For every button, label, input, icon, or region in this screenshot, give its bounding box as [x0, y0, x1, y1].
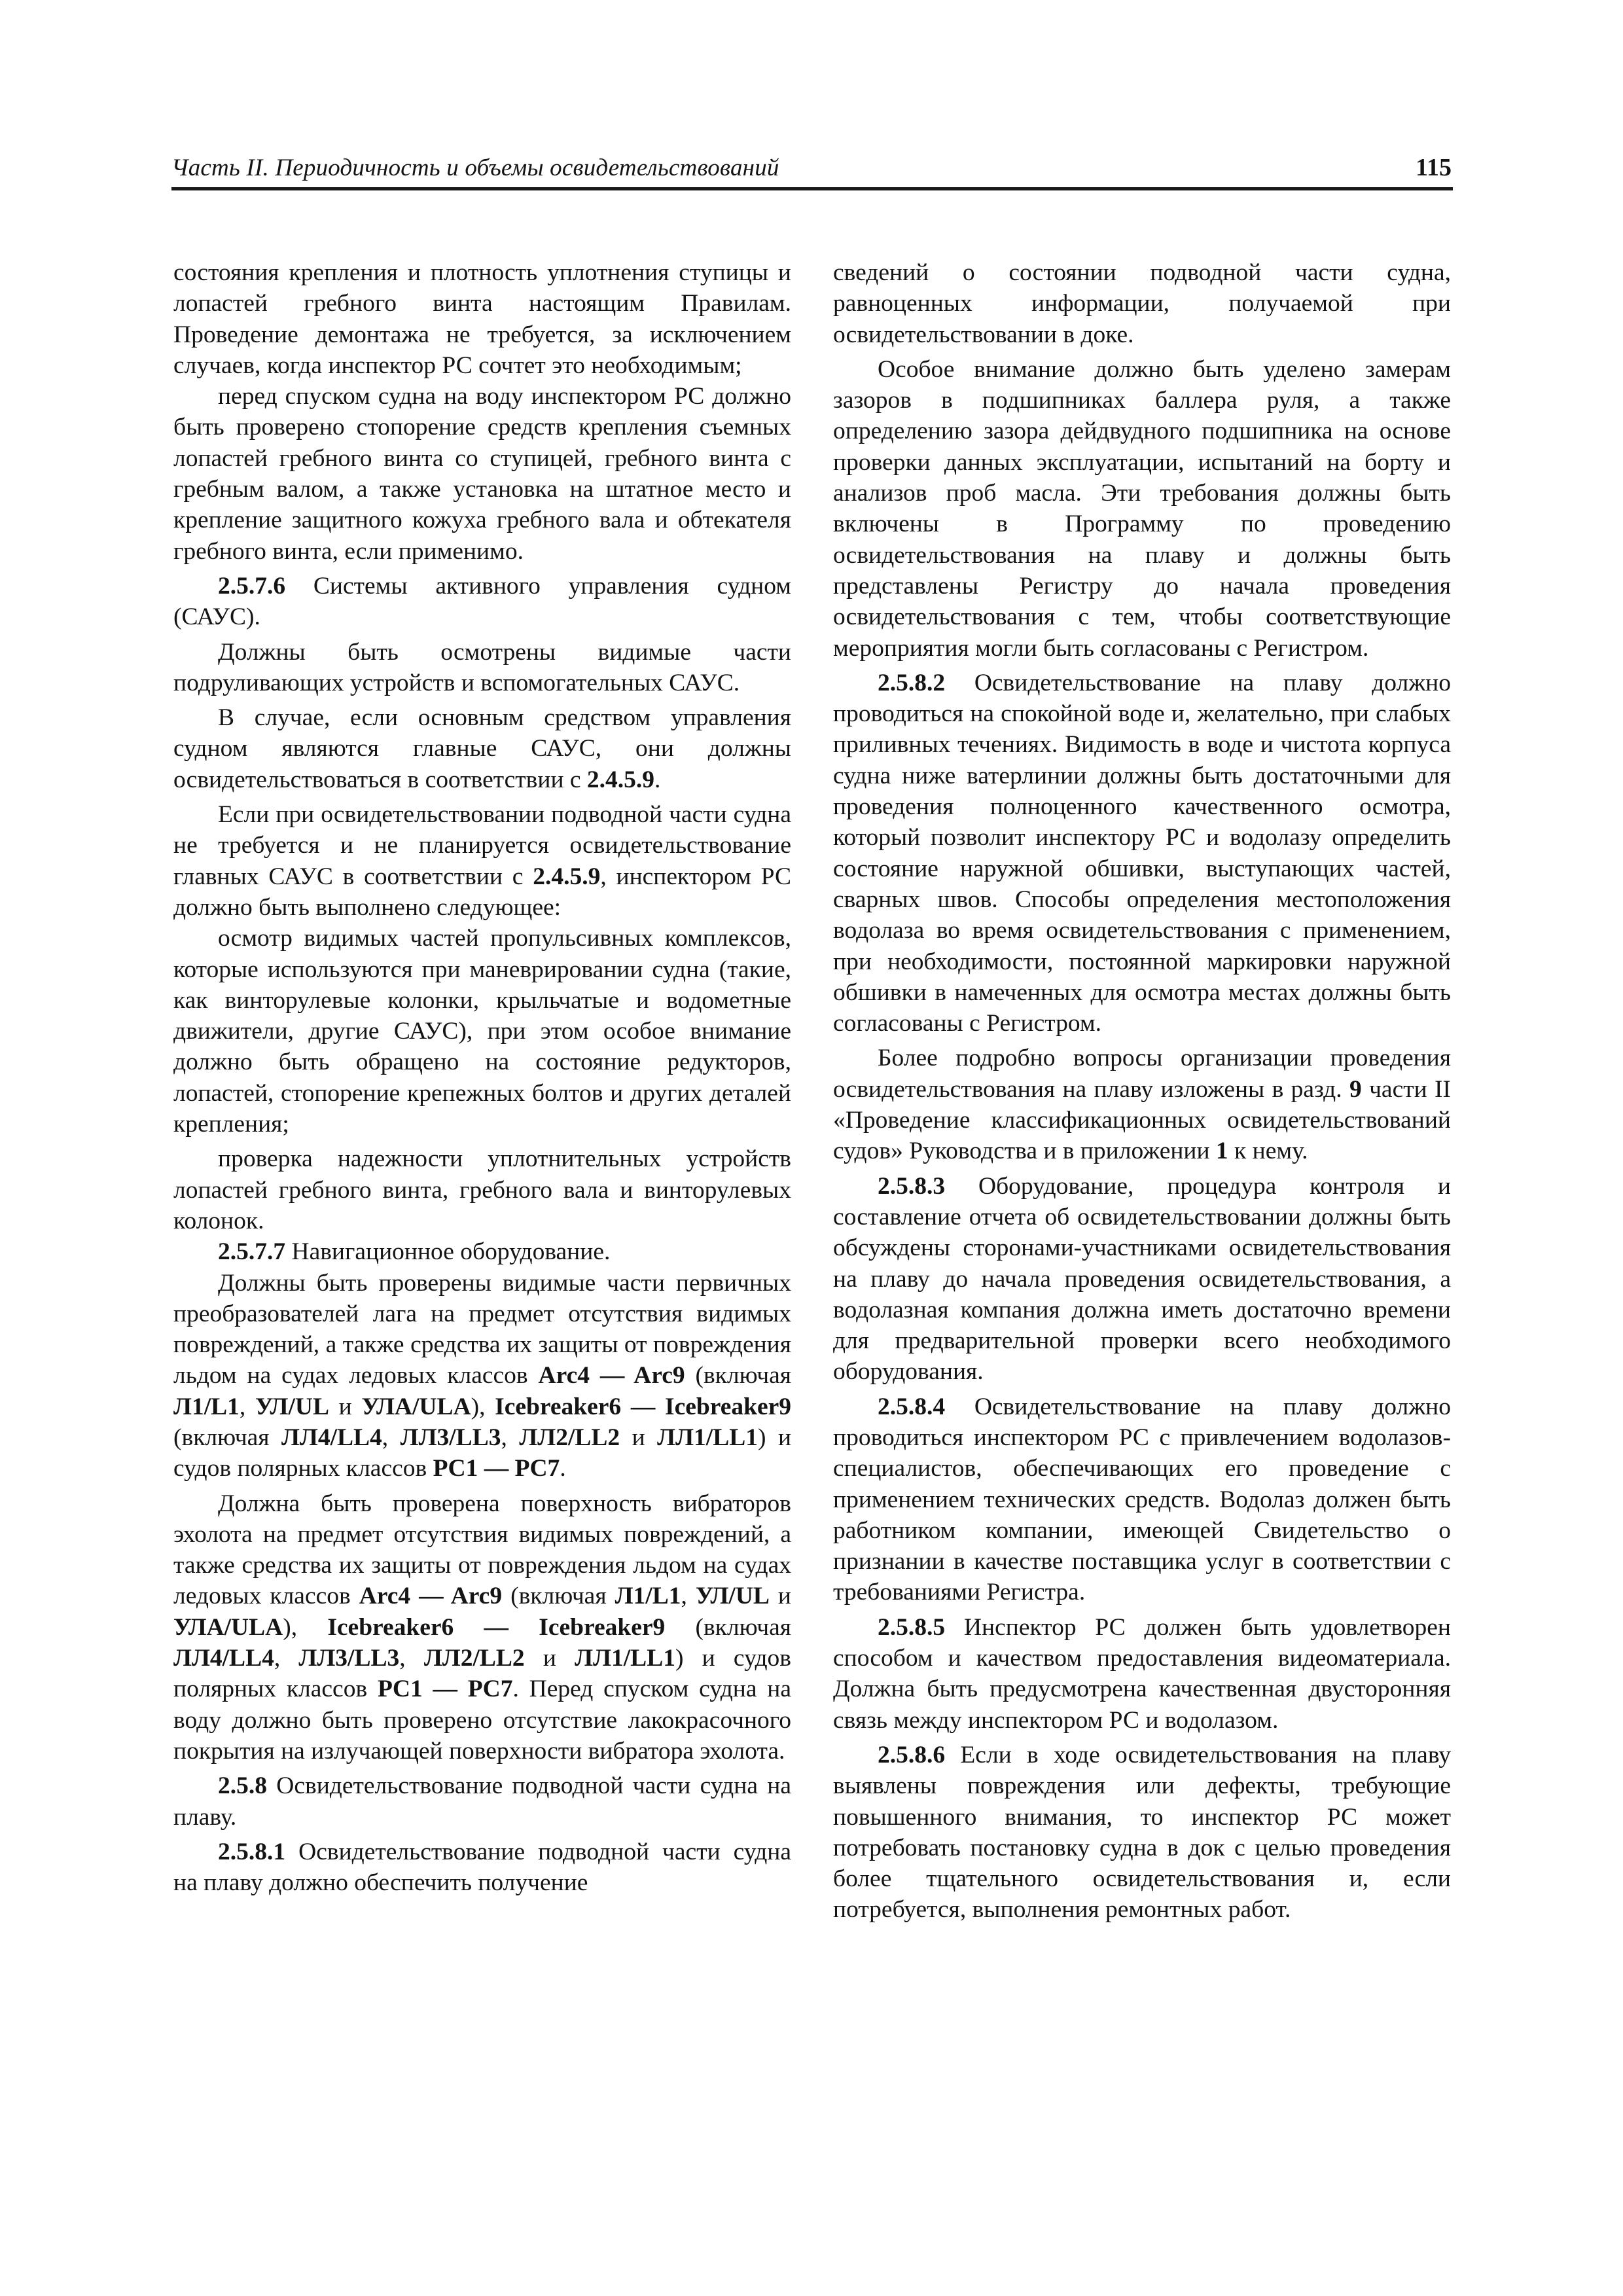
paragraph: осмотр видимых частей пропульсивных комплексов, которые используются при маневрировании судна (такие, как винторулевые колонки, крыльчатые и водометные движители, другие САУС), при этом особое внимание должно быть обращено на состояние редукторов, лопастей, стопорение крепежных болтов и других деталей крепления; [173, 925, 791, 1138]
section-number: 2.5.8.2 [878, 669, 946, 696]
cross-reference: 2.4.5.9 [586, 766, 655, 793]
header-title: Часть II. Периодичность и объемы освидетельствований [171, 154, 779, 181]
section-2-5-7-6: 2.5.7.6 Системы активного управления судном (САУС). [173, 572, 791, 631]
paragraph: Должна быть проверена поверхность вибраторов эхолота на предмет отсутствия видимых повреждений, а также средства их защиты от повреждения льдом на судах ледовых классов Arc4 — Arc9 (включая Л1/L1, УЛ/UL и УЛА/ULA), Icebreaker6 — Icebreaker9 (включая ЛЛ4/LL4, ЛЛ3/LL3, ЛЛ2/LL2 и ЛЛ1/LL1) и судов полярных классов PC1 — PC7. Перед спуском судна на воду должно быть проверено отсутствие лакокрасочного покрытия на излучающей поверхности вибратора эхолота. [173, 1490, 791, 1765]
right-column [833, 257, 1451, 1926]
section-number: 2.5.8.5 [878, 1613, 946, 1641]
cross-reference: 1 [1215, 1138, 1228, 1165]
section-2-5-8-4: 2.5.8.4 Освидетельствование на плаву должно проводиться инспектором РС с привлечением водолазов-специалистов, обеспечивающих его проведение с применением технических средств. Водолаз должен быть работником компании, имеющей Свидетельство о признании в качестве поставщика услуг в соответствии с требованиями Регистра. [833, 1393, 1451, 1606]
paragraph: Если при освидетельствовании подводной части судна не требуется и не планируется освидетельствование главных САУС в соответствии с 2.4.5.9, инспектором РС должно быть выполнено следующее: [173, 801, 791, 921]
paragraph: состояния крепления и плотность уплотнения ступицы и лопастей гребного винта настоящим Правилам. Проведение демонтажа не требуется, за исключением случаев, когда инспектор РС сочтет это необходимым; [173, 259, 791, 379]
section-2-5-8-1: 2.5.8.1 Освидетельствование подводной части судна на плаву должно обеспечить получение [173, 1838, 791, 1897]
section-number: 2.5.8.4 [878, 1393, 946, 1420]
paragraph: Особое внимание должно быть уделено замерам зазоров в подшипниках баллера руля, а также определению зазора дейдвудного подшипника на основе проверки данных эксплуатации, испытаний на борту и анализов проб масла. Эти требования должны быть включены в Программу по проведению освидетельствования на плаву и должны быть представлены Регистру до начала проведения освидетельствования с тем, чтобы соответствующие мероприятия могли быть согласованы с Регистром. [833, 355, 1451, 662]
section-2-5-8-2: 2.5.8.2 Освидетельствование на плаву должно проводиться на спокойной воде и, желательно, при слабых приливных течениях. Видимость в воде и чистота корпуса судна ниже ватерлинии должны быть достаточными для проведения полноценного качественного осмотра, который позволит инспектору РС и водолазу определить состояние наружной обшивки, выступающих частей, сварных швов. Способы определения местоположения водолаза во время освидетельствования с применением, при необходимости, постоянной маркировки наружной обшивки в намеченных для осмотра местах должны быть согласованы с Регистром. [833, 669, 1451, 1037]
paragraph: Более подробно вопросы организации проведения освидетельствования на плаву изложены в разд. 9 части II «Проведение классификационных освидетельствований судов» Руководства и в приложении 1 к нему. [833, 1045, 1451, 1165]
running-header [171, 145, 1453, 190]
section-number: 2.5.8 [218, 1772, 267, 1800]
section-2-5-8-6: 2.5.8.6 Если в ходе освидетельствования на плаву выявлены повреждения или дефекты, требующие повышенного внимания, то инспектор РС может потребовать постановку судна в док с целью проведения более тщательного освидетельствования и, если потребуется, выполнения ремонтных работ. [833, 1741, 1451, 1924]
section-number: 2.5.7.7 [218, 1238, 286, 1266]
section-2-5-8-3: 2.5.8.3 Оборудование, процедура контроля и составление отчета об освидетельствовании должны быть обсуждены сторонами-участниками освидетельствования на плаву до начала проведения освидетельствования, а водолазная компания должна иметь достаточно времени для предварительной проверки всего необходимого оборудования. [833, 1172, 1451, 1386]
section-number: 2.5.8.6 [878, 1741, 946, 1768]
section-number: 2.5.8.3 [878, 1172, 946, 1200]
section-number: 2.5.7.6 [218, 572, 286, 600]
paragraph: перед спуском судна на воду инспектором РС должно быть проверено стопорение средств крепления съемных лопастей гребного винта со ступицей, гребного винта с гребным валом, а также установка на штатное место и крепление защитного кожуха гребного вала и обтекателя гребного винта, если применимо. [173, 383, 791, 565]
page-number: 115 [1416, 154, 1452, 181]
cross-reference: 9 [1349, 1075, 1362, 1103]
paragraph: Должны быть осмотрены видимые части подруливающих устройств и вспомогательных САУС. [173, 638, 791, 696]
section-2-5-8-5: 2.5.8.5 Инспектор РС должен быть удовлетворен способом и качеством предоставления видеоматериала. Должна быть предусмотрена качественная двусторонняя связь между инспектором РС и водолазом. [833, 1613, 1451, 1734]
left-column [173, 257, 791, 1898]
paragraph: Должны быть проверены видимые части первичных преобразователей лага на предмет отсутствия видимых повреждений, а также средства их защиты от повреждения льдом на судах ледовых классов Arc4 — Arc9 (включая Л1/L1, УЛ/UL и УЛА/ULA), Icebreaker6 — Icebreaker9 (включая ЛЛ4/LL4, ЛЛ3/LL3, ЛЛ2/LL2 и ЛЛ1/LL1) и судов полярных классов PC1 — PC7. [173, 1269, 792, 1482]
paragraph: сведений о состоянии подводной части судна, равноценных информации, получаемой при освидетельствовании в доке. [833, 259, 1451, 348]
paragraph: В случае, если основным средством управления судном являются главные САУС, они должны освидетельствоваться в соответствии с 2.4.5.9. [173, 704, 791, 793]
cross-reference: 2.4.5.9 [533, 863, 601, 890]
section-number: 2.5.8.1 [218, 1838, 286, 1865]
section-2-5-8: 2.5.8 Освидетельствование подводной части судна на плаву. [173, 1772, 791, 1831]
paragraph: проверка надежности уплотнительных устройств лопастей гребного винта, гребного вала и винторулевых колонок. [173, 1145, 791, 1234]
section-2-5-7-7: 2.5.7.7 Навигационное оборудование. [218, 1238, 611, 1266]
